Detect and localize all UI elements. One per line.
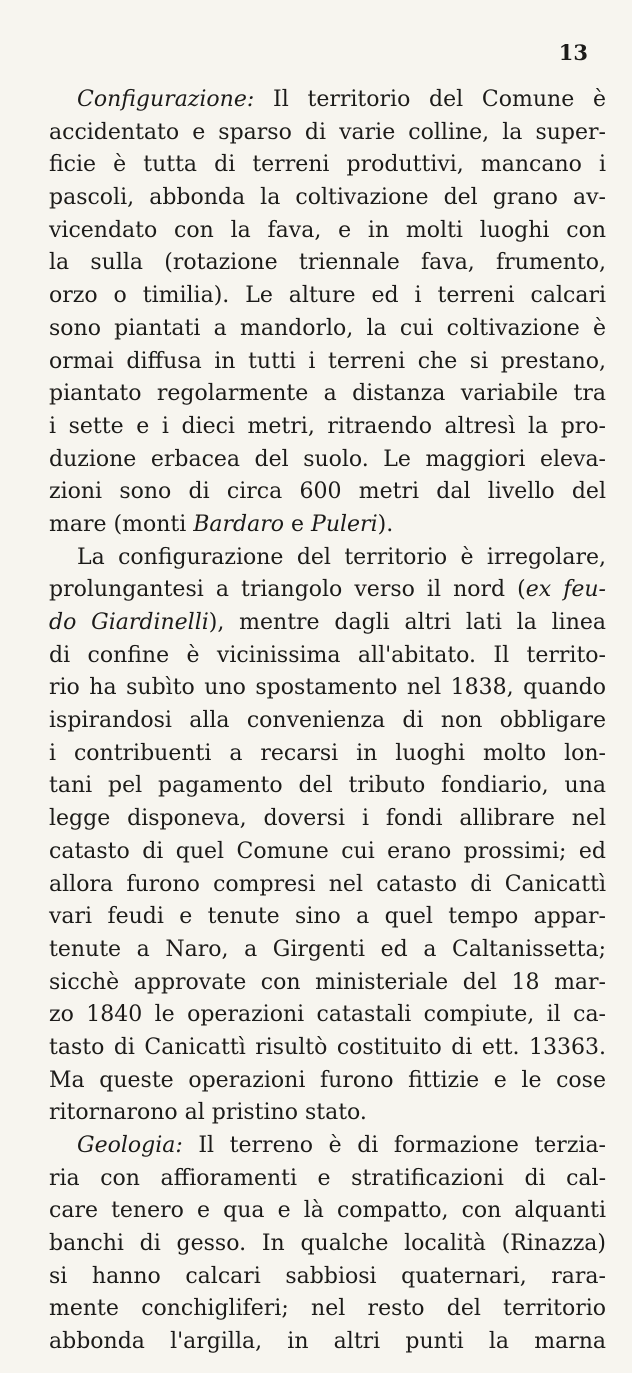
- text-line: [49, 378, 606, 411]
- text-segment: mare (monti: [49, 511, 194, 537]
- text-line: [49, 869, 606, 902]
- text-line: [49, 770, 606, 803]
- text-segment: abbonda l'argilla, in altri punti la marna: [49, 1329, 606, 1355]
- text-line: [49, 280, 606, 313]
- text-segment: allora furono compresi nel catasto di Canicattì: [49, 871, 606, 897]
- text-line: [49, 705, 606, 738]
- text-line: [49, 607, 606, 640]
- text-line: [49, 1032, 606, 1065]
- text-line: [49, 346, 606, 379]
- text-line: [49, 738, 606, 771]
- text-segment: ), mentre dagli altri lati la linea: [208, 610, 606, 635]
- italic-text: Puleri: [311, 511, 378, 537]
- text-segment: zo 1840 le operazioni catastali compiute, il ca-: [49, 1002, 606, 1028]
- text-segment: sono piantati a mandorlo, la cui coltivazione è: [49, 315, 606, 341]
- text-segment: ispirandosi alla convenienza di non obbligare: [49, 708, 606, 734]
- text-segment: sicchè approvate con ministeriale del 18 mar-: [49, 969, 606, 995]
- text-segment: ria con affioramenti e stratificazioni di cal-: [49, 1165, 606, 1191]
- text-line: [49, 476, 606, 509]
- text-segment: pascoli, abbonda la coltivazione del grano av-: [49, 185, 606, 211]
- text-line: [49, 803, 606, 836]
- italic-text: ex feu-: [525, 577, 606, 603]
- text-line: [49, 640, 606, 673]
- text-segment: la sulla (rotazione triennale fava, frumento,: [49, 250, 606, 276]
- text-line: [49, 182, 606, 215]
- text-segment: catasto di quel Comune cui erano prossimi; ed: [49, 838, 606, 864]
- text-line: [49, 672, 606, 705]
- text-segment: vari feudi e tenute sino a quel tempo appar-: [49, 904, 606, 930]
- text-line: [49, 1293, 606, 1326]
- text-segment: duzione erbacea del suolo. Le maggiori eleva-: [49, 446, 606, 472]
- text-line: [49, 215, 606, 248]
- text-segment: Ma queste operazioni furono fittizie e le cose: [49, 1067, 606, 1093]
- text-line: [49, 901, 606, 934]
- text-line: [49, 1163, 606, 1196]
- text-segment: legge disponeva, doversi i fondi allibrare nel: [49, 806, 606, 832]
- text-line: [49, 1326, 606, 1359]
- text-line: [49, 967, 606, 1000]
- text-segment: care tenero e qua e là compatto, con alquanti: [49, 1198, 606, 1224]
- text-line: [49, 1195, 606, 1228]
- text-segment: prolungantesi a triangolo verso il nord (: [49, 577, 526, 603]
- text-line: [49, 149, 606, 182]
- text-segment: Il territorio del Comune è: [254, 87, 606, 112]
- italic-text: Geologia:: [77, 1133, 183, 1158]
- text-line: [49, 313, 606, 346]
- text-segment: mente conchigliferi; nel resto del territorio: [49, 1296, 606, 1322]
- text-line: [49, 1130, 606, 1163]
- page-number: 13: [558, 40, 588, 65]
- italic-text: Bardaro: [193, 511, 285, 537]
- text-segment: i sette e i dieci metri, ritraendo altresì la pro-: [49, 413, 606, 439]
- italic-text: Configurazione:: [77, 87, 255, 112]
- text-line: [49, 84, 606, 117]
- text-line: [49, 117, 606, 150]
- text-segment: piantato regolarmente a distanza variabile tra: [49, 381, 606, 407]
- text-line: [49, 509, 606, 542]
- text-line: [49, 444, 606, 477]
- text-segment: vicendato con la fava, e in molti luoghi con: [49, 217, 606, 243]
- text-line: [49, 542, 606, 575]
- italic-text: do Giardinelli: [49, 610, 209, 635]
- text-line: [49, 1097, 606, 1130]
- text-segment: orzo o timilia). Le alture ed i terreni calcari: [49, 283, 606, 309]
- text-line: [49, 1261, 606, 1294]
- text-line: [49, 836, 606, 869]
- text-segment: ficie è tutta di terreni produttivi, mancano i: [49, 152, 606, 178]
- text-segment: ).: [377, 511, 394, 537]
- text-segment: di confine è vicinissima all'abitato. Il territo-: [49, 642, 606, 668]
- text-line: [49, 1065, 606, 1098]
- text-line: [49, 411, 606, 444]
- body-text: [49, 84, 606, 1359]
- text-segment: rio ha subìto uno spostamento nel 1838, quando: [49, 675, 606, 701]
- text-segment: tasto di Canicattì risultò costituito di ett. 13363.: [49, 1034, 606, 1060]
- text-segment: Il terreno è di formazione terzia-: [182, 1133, 606, 1158]
- text-segment: si hanno calcari sabbiosi quaternari, rara-: [49, 1263, 606, 1289]
- text-line: [49, 574, 606, 607]
- text-line: [49, 247, 606, 280]
- text-line: [49, 934, 606, 967]
- text-segment: La configurazione del territorio è irregolare,: [77, 544, 606, 570]
- text-segment: tenute a Naro, a Girgenti ed a Caltanissetta;: [49, 936, 606, 962]
- text-segment: e: [284, 511, 312, 537]
- text-segment: ormai diffusa in tutti i terreni che si prestano,: [49, 348, 606, 374]
- text-line: [49, 1228, 606, 1261]
- text-segment: banchi di gesso. In qualche località (Rinazza): [49, 1231, 606, 1257]
- text-segment: zioni sono di circa 600 metri dal livello del: [49, 479, 606, 505]
- text-segment: i contribuenti a recarsi in luoghi molto lon-: [49, 740, 606, 766]
- text-segment: accidentato e sparso di varie colline, la super-: [49, 119, 606, 145]
- text-line: [49, 999, 606, 1032]
- text-segment: tani pel pagamento del tributo fondiario, una: [49, 773, 606, 799]
- text-segment: ritornarono al pristino stato.: [49, 1100, 367, 1126]
